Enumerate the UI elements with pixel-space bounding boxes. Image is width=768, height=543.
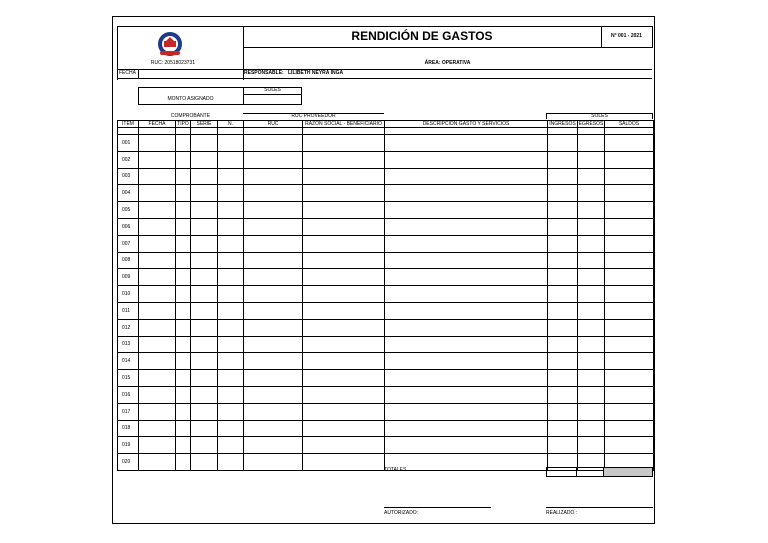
item-number: 003: [118, 168, 139, 185]
table-row: [118, 185, 654, 202]
cell-egresos[interactable]: [578, 202, 605, 219]
cell-tipo[interactable]: [176, 269, 191, 286]
cell-saldos[interactable]: [605, 269, 654, 286]
cell-egresos[interactable]: [578, 252, 605, 269]
cell-descripci-n-gasto-y-servicios[interactable]: [385, 286, 548, 303]
cell-ruc[interactable]: [244, 168, 303, 185]
cell-serie[interactable]: [191, 135, 218, 152]
cell-razon-social-beneficiario[interactable]: [303, 218, 385, 235]
cell-n[interactable]: [218, 437, 244, 454]
cell-egresos[interactable]: [578, 235, 605, 252]
cell-descripci-n-gasto-y-servicios[interactable]: [385, 437, 548, 454]
cell-tipo[interactable]: [176, 336, 191, 353]
cell-tipo[interactable]: [176, 302, 191, 319]
cell-tipo[interactable]: [176, 168, 191, 185]
monto-asignado-field[interactable]: [244, 95, 301, 104]
cell-ingresos[interactable]: [548, 403, 578, 420]
cell-tipo[interactable]: [176, 386, 191, 403]
table-spacer-row: [118, 128, 654, 135]
cell-serie[interactable]: [191, 319, 218, 336]
cell-n[interactable]: [218, 269, 244, 286]
total-egresos: [576, 467, 604, 477]
table-row: [118, 420, 654, 437]
cell-serie[interactable]: [191, 286, 218, 303]
item-number: 017: [118, 403, 139, 420]
cell-fecha[interactable]: [139, 353, 176, 370]
cell-descripci-n-gasto-y-servicios[interactable]: [385, 135, 548, 152]
cell-fecha[interactable]: [139, 437, 176, 454]
cell-ruc[interactable]: [244, 336, 303, 353]
cell-razon-social-beneficiario[interactable]: [303, 135, 385, 152]
cell-ruc[interactable]: [244, 235, 303, 252]
cell-razon-social-beneficiario[interactable]: [303, 386, 385, 403]
item-number: 020: [118, 454, 139, 471]
cell-ruc[interactable]: [244, 420, 303, 437]
table-header-row: [118, 121, 654, 128]
cell-serie[interactable]: [191, 437, 218, 454]
report-number: N° 001 - 2021: [611, 33, 642, 39]
cell-fecha[interactable]: [139, 235, 176, 252]
cell-ingresos[interactable]: [548, 286, 578, 303]
table-row: [118, 319, 654, 336]
cell-saldos[interactable]: [605, 420, 654, 437]
cell-tipo[interactable]: [176, 151, 191, 168]
cell-descripci-n-gasto-y-servicios[interactable]: [385, 269, 548, 286]
cell-ingresos[interactable]: [548, 202, 578, 219]
cell-razon-social-beneficiario[interactable]: [303, 353, 385, 370]
col-numero: N.: [218, 121, 244, 128]
table-row: [118, 151, 654, 168]
col-descripcion: DESCRIPCIÓN GASTO Y SERVICIOS: [385, 121, 548, 128]
cell-razon-social-beneficiario[interactable]: [303, 403, 385, 420]
cell-razon-social-beneficiario[interactable]: [303, 202, 385, 219]
cell-fecha[interactable]: [139, 420, 176, 437]
cell-descripci-n-gasto-y-servicios[interactable]: [385, 202, 548, 219]
table-row: [118, 437, 654, 454]
item-number: 001: [118, 135, 139, 152]
cell-serie[interactable]: [191, 454, 218, 471]
cell-egresos[interactable]: [578, 420, 605, 437]
cell-ingresos[interactable]: [548, 235, 578, 252]
cell-fecha[interactable]: [139, 218, 176, 235]
cell-serie[interactable]: [191, 403, 218, 420]
cell-serie[interactable]: [191, 168, 218, 185]
item-number: 002: [118, 151, 139, 168]
cell-descripci-n-gasto-y-servicios[interactable]: [385, 403, 548, 420]
cell-razon-social-beneficiario[interactable]: [303, 168, 385, 185]
cell-fecha[interactable]: [139, 185, 176, 202]
cell-ingresos[interactable]: [548, 135, 578, 152]
table-row: [118, 218, 654, 235]
cell-descripci-n-gasto-y-servicios[interactable]: [385, 235, 548, 252]
item-number: 009: [118, 269, 139, 286]
autorizado-label: AUTORIZADO:: [384, 510, 419, 516]
item-number: 008: [118, 252, 139, 269]
cell-tipo[interactable]: [176, 370, 191, 387]
cell-egresos[interactable]: [578, 370, 605, 387]
table-row: [118, 403, 654, 420]
cell-ruc[interactable]: [244, 185, 303, 202]
cell-n[interactable]: [218, 302, 244, 319]
cell-n[interactable]: [218, 336, 244, 353]
cell-serie[interactable]: [191, 252, 218, 269]
item-number: 004: [118, 185, 139, 202]
cell-egresos[interactable]: [578, 168, 605, 185]
table-row: [118, 286, 654, 303]
cell-descripci-n-gasto-y-servicios[interactable]: [385, 319, 548, 336]
col-serie: SERIE: [191, 121, 218, 128]
cell-serie[interactable]: [191, 269, 218, 286]
item-number: 010: [118, 286, 139, 303]
cell-n[interactable]: [218, 135, 244, 152]
table-row: [118, 370, 654, 387]
cell-serie[interactable]: [191, 202, 218, 219]
cell-descripci-n-gasto-y-servicios[interactable]: [385, 370, 548, 387]
cell-ingresos[interactable]: [548, 386, 578, 403]
cell-razon-social-beneficiario[interactable]: [303, 235, 385, 252]
cell-razon-social-beneficiario[interactable]: [303, 286, 385, 303]
ruc-label: RUC: 20518023731: [150, 60, 196, 66]
cell-ingresos[interactable]: [548, 370, 578, 387]
cell-egresos[interactable]: [578, 302, 605, 319]
table-row: [118, 386, 654, 403]
item-number: 011: [118, 302, 139, 319]
item-number: 014: [118, 353, 139, 370]
cell-ruc[interactable]: [244, 319, 303, 336]
cell-serie[interactable]: [191, 218, 218, 235]
cell-egresos[interactable]: [578, 269, 605, 286]
cell-saldos[interactable]: [605, 336, 654, 353]
cell-saldos[interactable]: [605, 386, 654, 403]
col-item: ITEM: [118, 121, 139, 128]
cell-egresos[interactable]: [578, 151, 605, 168]
group-ruc-proveedor: RUC PROVEEDOR: [291, 113, 336, 119]
cell-egresos[interactable]: [578, 386, 605, 403]
realizado-signature-line: [546, 507, 653, 508]
cell-n[interactable]: [218, 185, 244, 202]
cell-n[interactable]: [218, 202, 244, 219]
cell-n[interactable]: [218, 420, 244, 437]
table-row: [118, 353, 654, 370]
cell-fecha[interactable]: [139, 135, 176, 152]
total-ingresos: [546, 467, 577, 477]
cell-fecha[interactable]: [139, 151, 176, 168]
col-tipo: TIPO: [177, 121, 189, 127]
col-egresos: EGRESOS: [578, 121, 604, 127]
cell-saldos[interactable]: [605, 403, 654, 420]
item-number: 006: [118, 218, 139, 235]
total-saldos: [603, 467, 653, 477]
cell-razon-social-beneficiario[interactable]: [303, 420, 385, 437]
cell-ruc[interactable]: [244, 218, 303, 235]
cell-tipo[interactable]: [176, 135, 191, 152]
cell-fecha[interactable]: [139, 168, 176, 185]
cell-n[interactable]: [218, 454, 244, 471]
cell-razon-social-beneficiario[interactable]: [303, 437, 385, 454]
page-title: RENDICIÓN DE GASTOS: [351, 29, 493, 43]
autorizado-signature-line: [384, 507, 491, 508]
cell-serie[interactable]: [191, 386, 218, 403]
group-comprobante: COMPROBANTE: [170, 113, 211, 119]
expense-table: [117, 120, 654, 471]
cell-saldos[interactable]: [605, 319, 654, 336]
item-number: 013: [118, 336, 139, 353]
cell-serie[interactable]: [191, 336, 218, 353]
cell-serie[interactable]: [191, 420, 218, 437]
cell-fecha[interactable]: [139, 336, 176, 353]
cell-fecha[interactable]: [139, 286, 176, 303]
cell-ruc[interactable]: [244, 370, 303, 387]
cell-razon-social-beneficiario[interactable]: [303, 336, 385, 353]
realizado-label: REALIZADO :: [546, 510, 578, 516]
cell-ingresos[interactable]: [548, 437, 578, 454]
cell-ruc[interactable]: [244, 135, 303, 152]
cell-n[interactable]: [218, 353, 244, 370]
cell-serie[interactable]: [191, 302, 218, 319]
cell-ingresos[interactable]: [548, 336, 578, 353]
cell-descripci-n-gasto-y-servicios[interactable]: [385, 168, 548, 185]
cell-ingresos[interactable]: [548, 252, 578, 269]
cell-fecha[interactable]: [139, 252, 176, 269]
item-number: 007: [118, 235, 139, 252]
cell-ruc[interactable]: [244, 151, 303, 168]
cell-ingresos[interactable]: [548, 353, 578, 370]
cell-egresos[interactable]: [578, 336, 605, 353]
cell-saldos[interactable]: [605, 185, 654, 202]
fecha-label: FECHA: [119, 70, 136, 76]
cell-serie[interactable]: [191, 235, 218, 252]
col-ruc: RUC: [244, 121, 303, 128]
cell-saldos[interactable]: [605, 202, 654, 219]
cell-razon-social-beneficiario[interactable]: [303, 302, 385, 319]
cell-descripci-n-gasto-y-servicios[interactable]: [385, 302, 548, 319]
cell-ingresos[interactable]: [548, 218, 578, 235]
cell-descripci-n-gasto-y-servicios[interactable]: [385, 454, 548, 471]
cell-descripci-n-gasto-y-servicios[interactable]: [385, 420, 548, 437]
cell-serie[interactable]: [191, 185, 218, 202]
cell-n[interactable]: [218, 286, 244, 303]
cell-ruc[interactable]: [244, 269, 303, 286]
cell-razon-social-beneficiario[interactable]: [303, 269, 385, 286]
cell-descripci-n-gasto-y-servicios[interactable]: [385, 386, 548, 403]
cell-ruc[interactable]: [244, 437, 303, 454]
col-razon-social: RAZON SOCIAL - BENEFICIARIO: [303, 121, 385, 128]
cell-ingresos[interactable]: [548, 151, 578, 168]
cell-n[interactable]: [218, 370, 244, 387]
cell-n[interactable]: [218, 235, 244, 252]
group-soles: SOLES: [591, 113, 608, 119]
table-row: [118, 336, 654, 353]
table-row: [118, 135, 654, 152]
cell-fecha[interactable]: [139, 202, 176, 219]
cell-ruc[interactable]: [244, 454, 303, 471]
col-fecha: FECHA: [139, 121, 176, 128]
table-row: [118, 168, 654, 185]
cell-razon-social-beneficiario[interactable]: [303, 319, 385, 336]
cell-n[interactable]: [218, 252, 244, 269]
cell-tipo[interactable]: [176, 454, 191, 471]
cell-ingresos[interactable]: [548, 420, 578, 437]
cell-saldos[interactable]: [605, 151, 654, 168]
cell-egresos[interactable]: [578, 353, 605, 370]
cell-descripci-n-gasto-y-servicios[interactable]: [385, 218, 548, 235]
expense-report-sheet: [112, 16, 655, 524]
cell-ruc[interactable]: [244, 252, 303, 269]
cell-ruc[interactable]: [244, 202, 303, 219]
cell-ruc[interactable]: [244, 386, 303, 403]
cell-fecha[interactable]: [139, 319, 176, 336]
cell-egresos[interactable]: [578, 218, 605, 235]
cell-egresos[interactable]: [578, 437, 605, 454]
item-number: 016: [118, 386, 139, 403]
cell-descripci-n-gasto-y-servicios[interactable]: [385, 353, 548, 370]
cell-fecha[interactable]: [139, 403, 176, 420]
table-row: [118, 269, 654, 286]
cell-saldos[interactable]: [605, 370, 654, 387]
table-row: [118, 202, 654, 219]
cell-tipo[interactable]: [176, 353, 191, 370]
cell-fecha[interactable]: [139, 302, 176, 319]
table-row: [118, 235, 654, 252]
cell-tipo[interactable]: [176, 437, 191, 454]
col-saldos: SALDOS: [605, 121, 654, 128]
cell-ingresos[interactable]: [548, 185, 578, 202]
cell-egresos[interactable]: [578, 403, 605, 420]
cell-descripci-n-gasto-y-servicios[interactable]: [385, 252, 548, 269]
item-number: 019: [118, 437, 139, 454]
cell-descripci-n-gasto-y-servicios[interactable]: [385, 336, 548, 353]
cell-saldos[interactable]: [605, 168, 654, 185]
item-number: 015: [118, 370, 139, 387]
item-number: 018: [118, 420, 139, 437]
cell-egresos[interactable]: [578, 286, 605, 303]
cell-razon-social-beneficiario[interactable]: [303, 370, 385, 387]
cell-saldos[interactable]: [605, 135, 654, 152]
cell-ruc[interactable]: [244, 403, 303, 420]
cell-fecha[interactable]: [139, 370, 176, 387]
cell-saldos[interactable]: [605, 353, 654, 370]
item-number: 012: [118, 319, 139, 336]
cell-tipo[interactable]: [176, 286, 191, 303]
cell-ruc[interactable]: [244, 353, 303, 370]
cell-fecha[interactable]: [139, 386, 176, 403]
company-logo: [155, 31, 185, 59]
area-label: ÁREA: OPERATIVA: [424, 60, 471, 66]
cell-saldos[interactable]: [605, 286, 654, 303]
table-row: [118, 252, 654, 269]
cell-serie[interactable]: [191, 151, 218, 168]
cell-n[interactable]: [218, 168, 244, 185]
cell-ruc[interactable]: [244, 286, 303, 303]
cell-saldos[interactable]: [605, 218, 654, 235]
totales-label: TOTALES: [384, 467, 407, 473]
cell-ruc[interactable]: [244, 302, 303, 319]
monto-currency: SOLES: [264, 87, 281, 93]
cell-tipo[interactable]: [176, 319, 191, 336]
cell-egresos[interactable]: [578, 319, 605, 336]
cell-ingresos[interactable]: [548, 168, 578, 185]
cell-ingresos[interactable]: [548, 269, 578, 286]
cell-tipo[interactable]: [176, 235, 191, 252]
cell-egresos[interactable]: [578, 185, 605, 202]
cell-tipo[interactable]: [176, 202, 191, 219]
cell-n[interactable]: [218, 403, 244, 420]
cell-razon-social-beneficiario[interactable]: [303, 454, 385, 471]
responsable-label: RESPONSABLE:: [244, 70, 284, 76]
cell-razon-social-beneficiario[interactable]: [303, 185, 385, 202]
cell-n[interactable]: [218, 151, 244, 168]
responsable-name: LILIBETH NEYRA INGA: [288, 70, 344, 76]
cell-razon-social-beneficiario[interactable]: [303, 252, 385, 269]
cell-serie[interactable]: [191, 353, 218, 370]
cell-razon-social-beneficiario[interactable]: [303, 151, 385, 168]
cell-saldos[interactable]: [605, 252, 654, 269]
cell-n[interactable]: [218, 319, 244, 336]
cell-saldos[interactable]: [605, 437, 654, 454]
cell-saldos[interactable]: [605, 302, 654, 319]
item-number: 005: [118, 202, 139, 219]
cell-tipo[interactable]: [176, 185, 191, 202]
cell-descripci-n-gasto-y-servicios[interactable]: [385, 185, 548, 202]
cell-tipo[interactable]: [176, 420, 191, 437]
cell-fecha[interactable]: [139, 454, 176, 471]
cell-tipo[interactable]: [176, 252, 191, 269]
cell-egresos[interactable]: [578, 135, 605, 152]
cell-descripci-n-gasto-y-servicios[interactable]: [385, 151, 548, 168]
cell-fecha[interactable]: [139, 269, 176, 286]
table-row: [118, 302, 654, 319]
monto-asignado-label: MONTO ASIGNADO: [167, 96, 214, 102]
cell-n[interactable]: [218, 218, 244, 235]
cell-n[interactable]: [218, 386, 244, 403]
cell-tipo[interactable]: [176, 403, 191, 420]
cell-saldos[interactable]: [605, 235, 654, 252]
cell-ingresos[interactable]: [548, 319, 578, 336]
cell-tipo[interactable]: [176, 218, 191, 235]
cell-serie[interactable]: [191, 370, 218, 387]
col-ingresos: INGRESOS: [549, 121, 576, 127]
cell-ingresos[interactable]: [548, 302, 578, 319]
